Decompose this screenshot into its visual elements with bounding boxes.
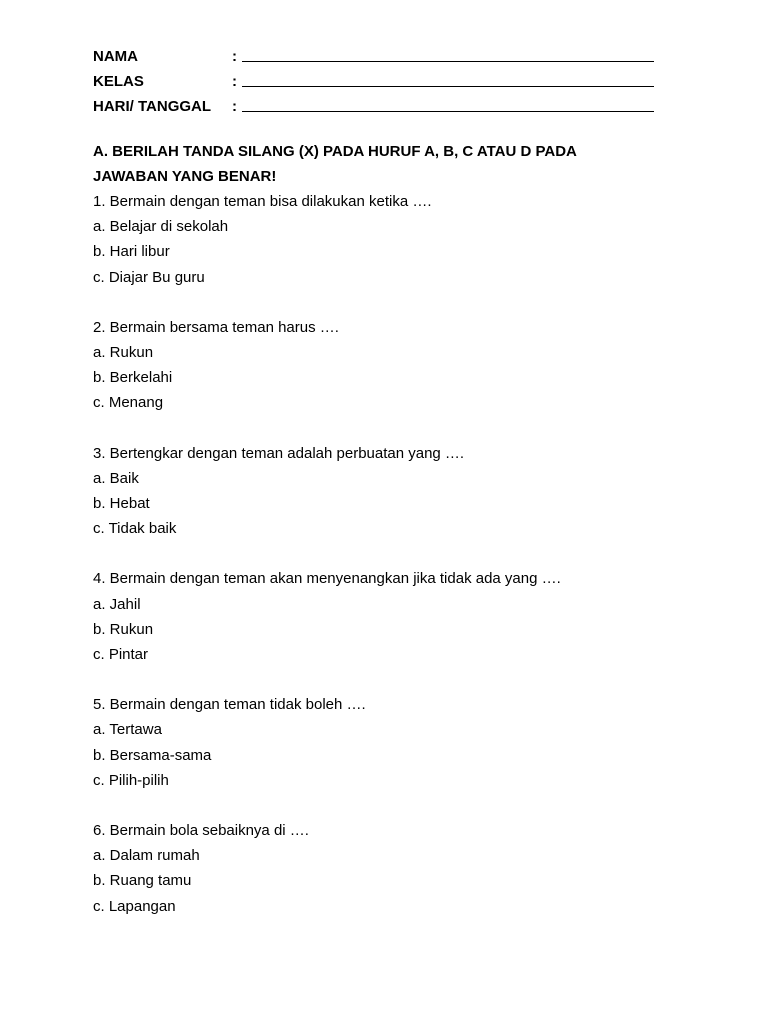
hari-tanggal-fill-line[interactable] bbox=[242, 96, 654, 112]
answer-option-a[interactable]: a. Tertawa bbox=[93, 721, 162, 739]
question-text: 1. Bermain dengan teman bisa dilakukan ketika …. bbox=[93, 193, 432, 210]
field-row-nama bbox=[93, 40, 663, 65]
field-colon: : bbox=[232, 48, 237, 65]
question-text: 5. Bermain dengan teman tidak boleh …. bbox=[93, 696, 366, 714]
question-4 bbox=[93, 566, 693, 667]
question-1 bbox=[93, 189, 693, 290]
answer-option-c[interactable]: c. Pintar bbox=[93, 646, 149, 664]
kelas-fill-line[interactable] bbox=[242, 71, 654, 87]
answer-option-b[interactable]: b. Hebat bbox=[93, 495, 150, 513]
answer-option-c[interactable]: c. Tidak baik bbox=[93, 520, 177, 538]
instruction-line-2: JAWABAN YANG BENAR! bbox=[93, 168, 277, 185]
field-label-kelas: KELAS bbox=[93, 73, 144, 90]
answer-option-c[interactable]: c. Diajar Bu guru bbox=[93, 268, 205, 286]
answer-option-b[interactable]: b. Berkelahi bbox=[93, 369, 173, 387]
question-text: 3. Bertengkar dengan teman adalah perbuatan yang …. bbox=[93, 444, 465, 462]
question-text: 4. Bermain dengan teman akan menyenangkan jika tidak ada yang …. bbox=[93, 570, 561, 588]
answer-option-c[interactable]: c. Menang bbox=[93, 394, 164, 412]
student-info-header bbox=[93, 40, 663, 115]
answer-option-b[interactable]: b. Ruang tamu bbox=[93, 872, 192, 890]
answer-option-a[interactable]: a. Jahil bbox=[93, 595, 141, 613]
field-colon: : bbox=[232, 73, 237, 90]
question-5 bbox=[93, 692, 693, 793]
section-instruction bbox=[93, 139, 693, 189]
question-6 bbox=[93, 818, 693, 919]
question-text: 6. Bermain bola sebaiknya di …. bbox=[93, 822, 309, 840]
answer-option-b[interactable]: b. Hari libur bbox=[93, 243, 170, 261]
answer-option-c[interactable]: c. Lapangan bbox=[93, 897, 176, 915]
field-row-hari-tanggal bbox=[93, 90, 663, 115]
answer-option-a[interactable]: a. Belajar di sekolah bbox=[93, 218, 229, 236]
answer-option-a[interactable]: a. Dalam rumah bbox=[93, 847, 200, 865]
instruction-line-1: A. BERILAH TANDA SILANG (X) PADA HURUF A, B, C ATAU D PADA bbox=[93, 143, 577, 160]
question-3 bbox=[93, 441, 693, 542]
answer-option-b[interactable]: b. Bersama-sama bbox=[93, 746, 212, 764]
nama-fill-line[interactable] bbox=[242, 46, 654, 62]
questions-section bbox=[93, 139, 693, 919]
field-colon: : bbox=[232, 98, 237, 115]
answer-option-a[interactable]: a. Baik bbox=[93, 469, 139, 487]
question-text: 2. Bermain bersama teman harus …. bbox=[93, 318, 339, 336]
answer-option-b[interactable]: b. Rukun bbox=[93, 620, 154, 638]
answer-option-c[interactable]: c. Pilih-pilih bbox=[93, 771, 169, 789]
field-label-hari-tanggal: HARI/ TANGGAL bbox=[93, 98, 212, 115]
field-label-nama: NAMA bbox=[93, 48, 138, 65]
answer-option-a[interactable]: a. Rukun bbox=[93, 344, 154, 362]
field-row-kelas bbox=[93, 65, 663, 90]
question-2 bbox=[93, 315, 693, 416]
